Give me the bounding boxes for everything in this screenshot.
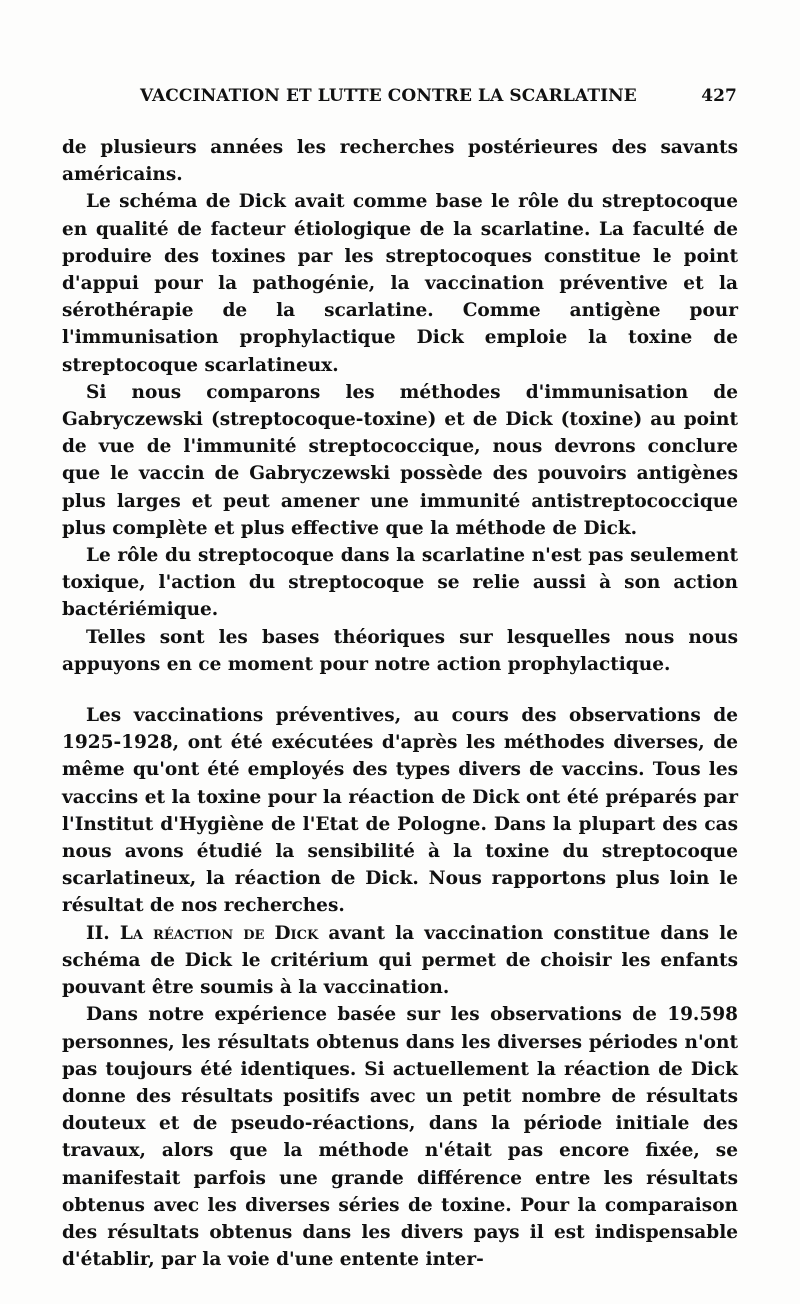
- section-text: avant la vaccination constitue dans le schéma de Dick le critérium qui permet de choisir les enfants pouvant être soumis à la vaccination.: [62, 922, 738, 999]
- page-number: 427: [701, 86, 737, 106]
- paragraph-continuation: de plusieurs années les recherches postérieures des savants américains.: [62, 137, 738, 186]
- running-title: VACCINATION ET LUTTE CONTRE LA SCARLATINE: [140, 86, 637, 106]
- paragraph-experience: Dans notre expérience basée sur les observations de 19.598 personnes, les résultats obtenus dans les diverses périodes n'ont pas toujours été identiques. Si actuellement la réaction de Dick donne des résultats positifs avec un petit nombre de résultats douteux et de pseudo-réactions, dans la période initiale des travaux, alors que la méthode n'était pas encore fixée, se manifestait parfois une grande différence entre les résultats obtenus avec les diverses séries de toxine. Pour la comparaison des résultats obtenus dans les divers pays il est indispensable d'établir, par la voie d'une entente inter-: [62, 1004, 738, 1271]
- running-header: [140, 86, 740, 116]
- paragraph-section-ii: [62, 920, 738, 1002]
- paragraph-dick-scheme: Le schéma de Dick avait comme base le rôle du streptocoque en qualité de facteur étiologique de la scarlatine. La faculté de produire des toxines par les streptocoques constitue le point d'appui pour la pathogénie, la vaccination préventive et la sérothérapie de la scarlatine. Comme antigène pour l'immunisation prophylactique Dick emploie la toxine de streptocoque scarlatineux.: [62, 191, 738, 376]
- body-text: [62, 134, 738, 1273]
- section-heading: La réaction de Dick: [119, 922, 319, 944]
- paragraph-theoretical-bases: Telles sont les bases théoriques sur lesquelles nous nous appuyons en ce moment pour notre action prophylactique.: [62, 626, 738, 675]
- section-number: II.: [86, 922, 110, 944]
- paragraph-streptococcus-role: Le rôle du streptocoque dans la scarlatine n'est pas seulement toxique, l'action du streptocoque se relie aussi à son action bactériémique.: [62, 545, 738, 621]
- paragraph-comparison: Si nous comparons les méthodes d'immunisation de Gabryczewski (streptocoque-toxine) et de Dick (toxine) au point de vue de l'immunité streptococcique, nous devrons conclure que le vaccin de Gabryczewski possède des pouvoirs antigènes plus larges et peut amener une immunité antistreptococcique plus complète et plus effective que la méthode de Dick.: [62, 381, 738, 539]
- paragraph-vaccinations: Les vaccinations préventives, au cours des observations de 1925-1928, ont été exécutées d'après les méthodes diverses, de même qu'ont été employés des types divers de vaccins. Tous les vaccins et la toxine pour la réaction de Dick ont été préparés par l'Institut d'Hygiène de l'Etat de Pologne. Dans la plupart des cas nous avons étudié la sensibilité à la toxine du streptocoque scarlatineux, la réaction de Dick. Nous rapportons plus loin le résultat de nos recherches.: [62, 705, 738, 917]
